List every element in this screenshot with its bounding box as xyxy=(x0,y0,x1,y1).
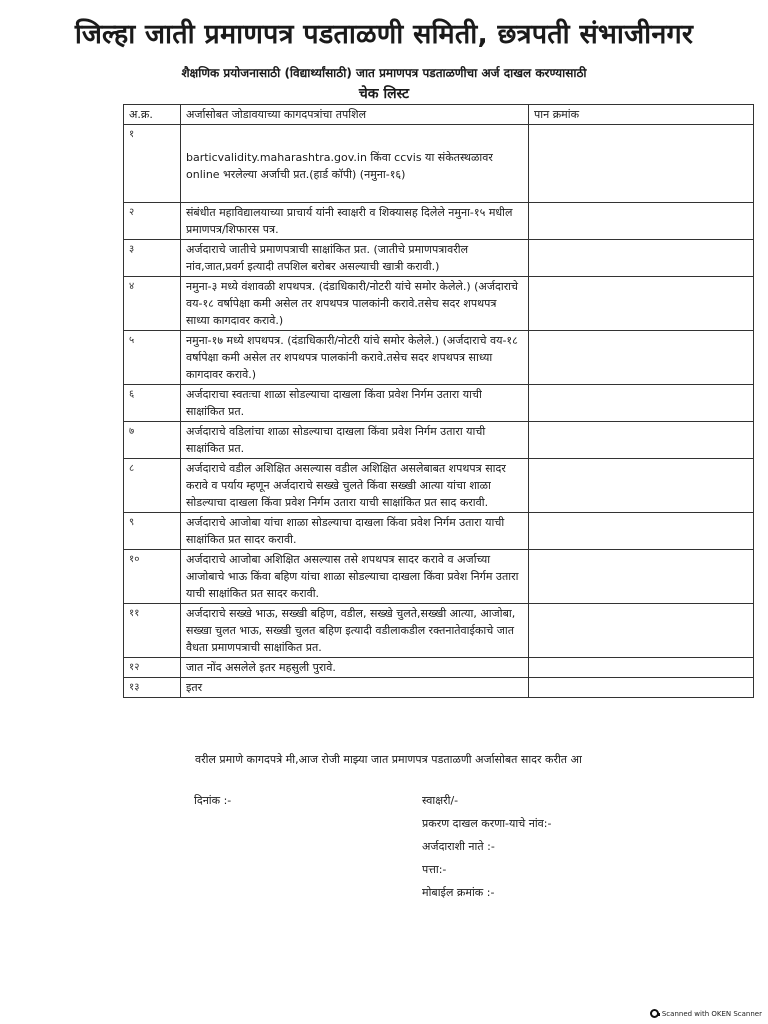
row-page-number xyxy=(529,240,754,277)
row-description: नमुना-१७ मध्ये शपथपत्र. (दंडाधिकारी/नोटरी यांचे समोर केलेले.) (अर्जदाराचे वय-१८ वर्षापेक्षा कमी असेल तर शपथपत्र पालकांनी करावे.तसेच सदर शपथपत्र साध्या कागदावर करावे.) xyxy=(181,331,529,385)
checklist-table xyxy=(123,104,754,698)
row-description: अर्जदाराचे आजोबा अशिक्षित असल्यास तसे शपथपत्र सादर करावे व अर्जाच्या आजोबाचे भाऊ किंवा बहिण यांचा शाळा सोडल्याचा दाखला किंवा प्रवेश निर्गम उतारा याची साक्षांकित प्रत सादर करावी. xyxy=(181,550,529,604)
row-serial: २ xyxy=(124,203,181,240)
row-description: barticvalidity.maharashtra.gov.in किंवा ccvis या संकेतस्थळावर online भरलेल्या अर्जाची प्रत.(हार्ड कॉपी) (नमुना-१६) xyxy=(181,125,529,203)
row-serial: ५ xyxy=(124,331,181,385)
submitter-name-label: प्रकरण दाखल करणा-याचे नांव:- xyxy=(422,817,552,830)
table-row xyxy=(124,125,754,203)
page-title: जिल्हा जाती प्रमाणपत्र पडताळणी समिती, छत्रपती संभाजीनगर xyxy=(74,19,694,50)
table-row xyxy=(124,604,754,658)
checklist-heading: चेक लिस्ट xyxy=(358,86,410,102)
row-serial: ७ xyxy=(124,422,181,459)
scanner-watermark xyxy=(650,1009,762,1018)
row-description: अर्जदाराचे सख्खे भाऊ, सख्खी बहिण, वडील, सख्खे चुलते,सख्खी आत्या, आजोबा, सख्खा चुलत भाऊ, सख्खी चुलत बहिण इत्यादी वडीलाकडील रक्तनातेवाईकाचे जात वैधता प्रमाणपत्राची साक्षांकित प्रत. xyxy=(181,604,529,658)
table-row xyxy=(124,459,754,513)
mobile-number-label: मोबाईल क्रमांक :- xyxy=(422,886,495,899)
row-serial: १ xyxy=(124,125,181,203)
row-serial: १३ xyxy=(124,678,181,698)
scanner-watermark-text: Scanned with OKEN Scanner xyxy=(661,1009,762,1018)
relation-label: अर्जदाराशी नाते :- xyxy=(422,840,495,853)
row-description: संबंधीत महाविद्यालयाच्या प्राचार्य यांनी स्वाक्षरी व शिक्यासह दिलेले नमुना-१५ मधील प्रमाणपत्र/शिफारस पत्र. xyxy=(181,203,529,240)
row-page-number xyxy=(529,658,754,678)
row-page-number xyxy=(529,550,754,604)
table-row xyxy=(124,331,754,385)
row-description: जात नोंद असलेले इतर महसुली पुरावे. xyxy=(181,658,529,678)
row-serial: १२ xyxy=(124,658,181,678)
row-serial: ३ xyxy=(124,240,181,277)
row-page-number xyxy=(529,203,754,240)
row-page-number xyxy=(529,331,754,385)
table-row xyxy=(124,513,754,550)
row-description: अर्जदाराचे वडिलांचा शाळा सोडल्याचा दाखला किंवा प्रवेश निर्गम उतारा याची साक्षांकित प्रत. xyxy=(181,422,529,459)
table-row xyxy=(124,240,754,277)
row-serial: १० xyxy=(124,550,181,604)
row-page-number xyxy=(529,277,754,331)
table-row xyxy=(124,385,754,422)
table-row xyxy=(124,422,754,459)
date-label: दिनांक :- xyxy=(194,794,232,807)
address-label: पत्ता:- xyxy=(422,863,447,876)
table-row xyxy=(124,277,754,331)
declaration-text: वरील प्रमाणे कागदपत्रे मी,आज रोजी माझ्या जात प्रमाणपत्र पडताळणी अर्जासोबत सादर करीत आ xyxy=(195,753,582,766)
table-row xyxy=(124,550,754,604)
table-row xyxy=(124,203,754,240)
row-serial: ४ xyxy=(124,277,181,331)
row-page-number xyxy=(529,604,754,658)
page-subtitle: शैक्षणिक प्रयोजनासाठी (विद्यार्थ्यांसाठी) जात प्रमाणपत्र पडताळणीचा अर्ज दाखल करण्यासाठी xyxy=(181,66,587,80)
table-header-row xyxy=(124,105,754,125)
signature-label: स्वाक्षरी/- xyxy=(422,794,459,807)
row-description: नमुना-३ मध्ये वंशावळी शपथपत्र. (दंडाधिकारी/नोटरी यांचे समोर केलेले.) (अर्जदाराचे वय-१८ वर्षापेक्षा कमी असेल तर शपथपत्र पालकांनी करावे.तसेच सदर शपथपत्र साध्या कागदावर करावे.) xyxy=(181,277,529,331)
row-description: अर्जदाराचा स्वतःचा शाळा सोडल्याचा दाखला किंवा प्रवेश निर्गम उतारा याची साक्षांकित प्रत. xyxy=(181,385,529,422)
column-header-documents: अर्जासोबत जोडावयाच्या कागदपत्रांचा तपशिल xyxy=(181,105,529,125)
row-page-number xyxy=(529,385,754,422)
row-description: अर्जदाराचे जातीचे प्रमाणपत्राची साक्षांकित प्रत. (जातीचे प्रमाणपत्रावरील नांव,जात,प्रवर्ग इत्यादी तपशिल बरोबर असल्याची खात्री करावी.) xyxy=(181,240,529,277)
row-page-number xyxy=(529,459,754,513)
row-description: इतर xyxy=(181,678,529,698)
table-row xyxy=(124,678,754,698)
row-page-number xyxy=(529,513,754,550)
scanner-logo-icon xyxy=(650,1009,659,1018)
row-page-number xyxy=(529,422,754,459)
column-header-page-number: पान क्रमांक xyxy=(529,105,754,125)
row-serial: ११ xyxy=(124,604,181,658)
row-description: अर्जदाराचे आजोबा यांचा शाळा सोडल्याचा दाखला किंवा प्रवेश निर्गम उतारा याची साक्षांकित प्रत सादर करावी. xyxy=(181,513,529,550)
row-page-number xyxy=(529,678,754,698)
table-row xyxy=(124,658,754,678)
column-header-serial: अ.क्र. xyxy=(124,105,181,125)
row-serial: ८ xyxy=(124,459,181,513)
row-page-number xyxy=(529,125,754,203)
row-serial: ६ xyxy=(124,385,181,422)
row-description: अर्जदाराचे वडील अशिक्षित असल्यास वडील अशिक्षित असलेबाबत शपथपत्र सादर करावे व पर्याय म्हणून अर्जदाराचे सख्खे चुलते किंवा सख्खी आत्या यांचा शाळा सोडल्याचा दाखला किंवा प्रवेश निर्गम उतारा याची साक्षांकित प्रत साद करावी. xyxy=(181,459,529,513)
signature-block xyxy=(422,789,551,904)
row-serial: ९ xyxy=(124,513,181,550)
